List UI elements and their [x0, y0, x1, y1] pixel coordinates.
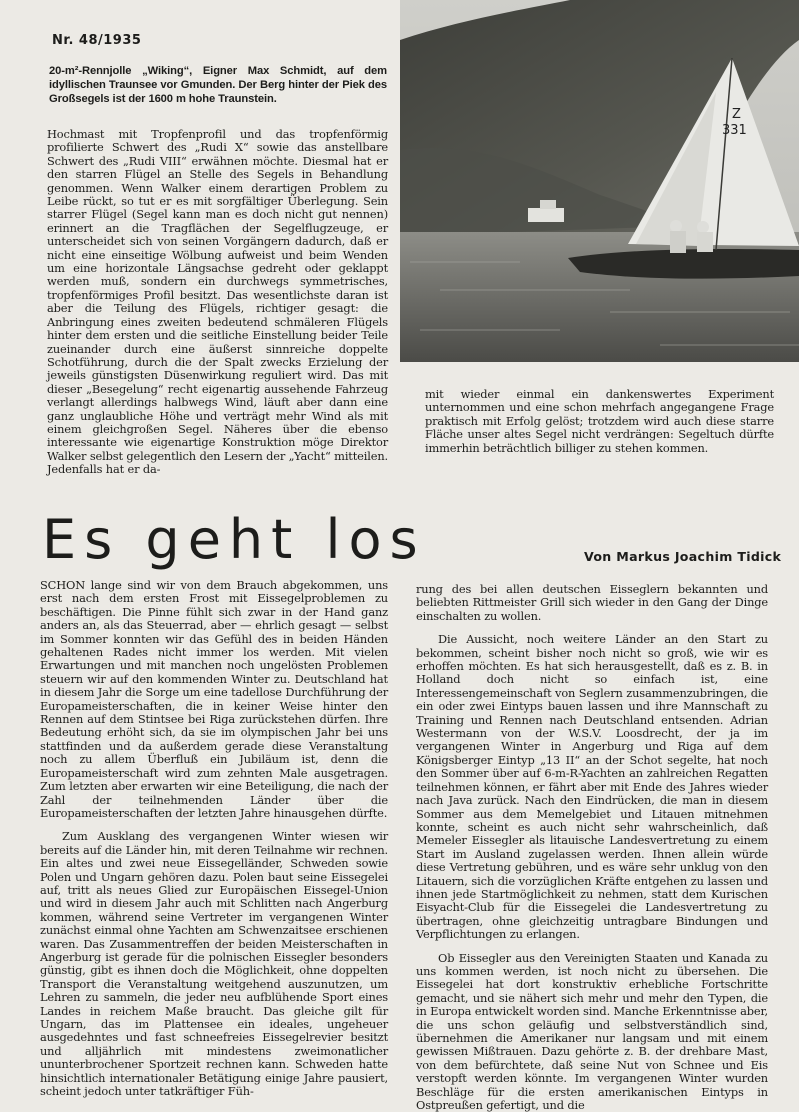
- previous-article-left-column: [47, 128, 388, 477]
- photo-caption: 20-m²-Rennjolle „Wiking“, Eigner Max Schmidt, auf dem idyllischen Traunsee vor Gmunden. Der Berg hinter der Piek des Großsegels ist der 1600 m hohe Traunstein.: [49, 65, 387, 105]
- sailboat-photo: [400, 0, 799, 362]
- sail-number-z: Z: [732, 107, 741, 122]
- article-right-column: [416, 583, 768, 1112]
- sail-number: 331: [722, 123, 747, 138]
- sailboat-image: [400, 0, 799, 362]
- previous-article-left-text: Hochmast mit Tropfenprofil und das tropfenförmig profilierte Schwert des „Rudi X“ sowie das anstellbare Schwert des „Rudi VIII“ erwähnen möchte. Diesmal hat er den starren Flügel an Stelle des Segels in Behandlung genommen. Wenn Walker einem derartigen Problem zu Leibe rückt, so tut er es mit sorgfältiger Überlegung. Sein starrer Flügel (Segel kann man es doch nicht gut nennen) erinnert an die Tragflächen der Segelflugzeuge, er unterscheidet sich von seinen Vorgängern dadurch, daß er nicht eine einseitige Wölbung aufweist und beim Wenden um eine horizontale Längsachse gedreht oder geklappt werden muß, sondern ein durchwegs symmetrisches, tropfenförmiges Profil besitzt. Das wesentlichste daran ist aber die Teilung des Flügels, richtiger gesagt: die Anbringung eines zweiten bedeutend schmäleren Flügels hinter dem ersten und die seitliche Einstellung beider Teile zueinander durch eine äußerst sinnreiche doppelte Schotführung, durch die der Spalt zwecks Erzielung der jeweils günstigsten Düsenwirkung reguliert wird. Das mit dieser „Besegelung“ recht eigenartig aussehende Fahrzeug verlangt allerdings halbwegs Wind, läuft aber dann eine ganz unglaubliche Höhe und verträgt mehr Wind als mit einem gleichgroßen Segel. Näheres über die ebenso interessante wie eigenartige Konstruktion möge Direktor Walker selbst gelegentlich den Lesern der „Yacht“ mitteilen. Jedenfalls hat er da-: [47, 127, 388, 477]
- article-paragraph: SCHON lange sind wir von dem Brauch abgekommen, uns erst nach dem ersten Frost mit Eissegelproblemen zu beschäftigen. Die Pinne fühlt sich zwar in der Hand ganz anders an, als das Steuerrad, aber — ehrlich gesagt — selbst im Sommer konnten wir das Gefühl des in beiden Händen gehaltenen Rades nicht immer los werden. Mit vielen Erwartungen und mit manchen noch ungelösten Problemen steuern wir auf den kommenden Winter zu. Deutschland hat in diesem Jahr die Sorge um eine tadellose Durchführung der Europameisterschaften, die in keiner Weise hinter den Rennen auf dem Stintsee bei Riga zurückstehen dürfen. Ihre Bedeutung erhöht sich, da sie im olympischen Jahr bei uns stattfinden und da außerdem gerade diese Veranstaltung noch zu allem Überfluß ein Jubiläum ist, denn die Europameisterschaft wird zum zehnten Male ausgetragen. Zum letzten aber erwarten wir eine Beteiligung, die nach der Zahl der teilnehmenden Länder über die Europameisterschaften der letzten Jahre hinausgehen dürfte.: [40, 578, 388, 820]
- article-paragraph: Ob Eissegler aus den Vereinigten Staaten und Kanada zu uns kommen werden, ist noch nicht zu übersehen. Die Eissegelei hat dort konstruktiv erhebliche Fortschritte gemacht, und sie nähert sich mehr und mehr den Typen, die in Europa entwickelt worden sind. Manche Erkenntnisse aber, die uns schon geläufig und selbstverständlich sind, übernehmen die Amerikaner nur langsam und mit einem gewissen Mißtrauen. Dazu gehörte z. B. der drehbare Mast, von dem befürchtete, daß seine Nut von Schnee und Eis verstopft werden könnte. Im vergangenen Winter wurden Beschläge für die ersten amerikanischen Eintyps in Ostpreußen gefertigt, und die: [416, 950, 768, 1112]
- article-paragraph: Die Aussicht, noch weitere Länder an den Start zu bekommen, scheint bisher noch nicht so groß, wie wir es erhoffen möchten. Es hat sich herausgestellt, daß es z. B. in Holland doch nicht so einfach ist, eine Interessengemeinschaft von Seglern zusammenzubringen, die ein oder zwei Eintyps bauen lassen und ihre Mannschaft zu Training und Rennen nach Deutschland entsenden. Adrian Westermann von der W.S.V. Loosdrecht, der ja im vergangenen Winter in Angerburg und Riga auf dem Königsberger Eintyp „13 II“ an der Schot segelte, hat noch den Sommer über auf 6-m-R-Yachten an zahlreichen Regatten teilnehmen können, er fährt aber mit Ende des Jahres wieder nach Java zurück. Nach den Eindrücken, die man in diesem Sommer aus dem Memelgebiet und Litauen mitnehmen konnte, scheint es auch nicht sehr wahrscheinlich, daß Memeler Eissegler als litauische Landesvertretung zu einem Start im Ausland zugelassen werden. Ihnen allein würde diese Vertretung gebühren, und es wäre sehr unklug von den Litauern, sich die vorzüglichen Kräfte entgehen zu lassen und ihnen jede Startmöglichkeit zu nehmen, statt dem Kurischen Eisyacht-Club für die Eissegelei die Landesvertretung zu übertragen, ohne gleichzeitig untragbare Bindungen und Verpflichtungen zu erlangen.: [416, 632, 768, 942]
- previous-article-right-text: mit wieder einmal ein dankenswertes Experiment unternommen und eine schon mehrfach angegangene Frage praktisch mit Erfolg gelöst; trotzdem wird auch diese starre Fläche unser altes Segel nicht verdrängen: Segeltuch dürfte immerhin beträchtlich billiger zu stehen kommen.: [425, 387, 774, 455]
- article-title: Es geht los: [42, 508, 426, 571]
- issue-number: Nr. 48/1935: [52, 33, 142, 48]
- previous-article-right-column: [425, 388, 774, 455]
- article-left-column: [40, 579, 388, 1098]
- article-paragraph: Zum Ausklang des vergangenen Winter wiesen wir bereits auf die Länder hin, mit deren Teilnahme wir rechnen. Ein altes und zwei neue Eissegelländer, Schweden sowie Polen und Ungarn gehören dazu. Polen baut seine Eissegelei auf, tritt als neues Glied zur Europäischen Eissegel-Union und wird in diesem Jahr auch mit Schlitten nach Angerburg kommen, während seine Vertreter im vergangenen Winter zunächst einmal ohne Yachten am Schwenzaitsee erschienen waren. Das Zusammentreffen der beiden Meisterschaften in Angerburg ist gerade für die polnischen Eissegler besonders günstig, gibt es ihnen doch die Möglichkeit, ohne doppelten Transport die Veranstaltung weitgehend auszunutzen, um Lehren zu sammeln, die jeder neu aufblühende Sport eines Landes in reichem Maße braucht. Das gleiche gilt für Ungarn, das im Plattensee ein ideales, ungeheuer ausgedehntes und fast schneefreies Eissegelrevier besitzt und alljährlich mit mindestens zweimonatlicher ununterbrochener Sportzeit rechnen kann. Schweden hatte hinsichtlich internationaler Betätigung einige Jahre pausiert, scheint jedoch unter tatkräftiger Füh-: [40, 829, 388, 1099]
- article-paragraph: rung des bei allen deutschen Eisseglern bekannten und beliebten Rittmeister Grill sich wieder in den Gang der Dinge einschalten zu wollen.: [416, 582, 768, 623]
- article-byline: Von Markus Joachim Tidick: [584, 549, 782, 564]
